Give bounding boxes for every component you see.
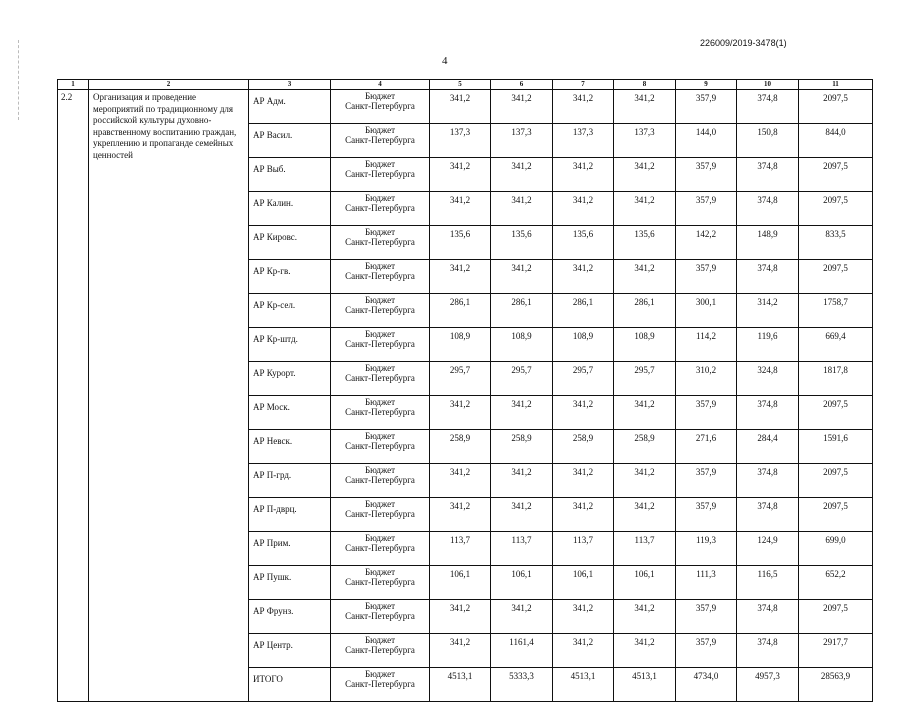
column-number-header: 8 <box>614 80 676 90</box>
value-cell: 310,2 <box>676 362 737 396</box>
value-cell: 111,3 <box>676 566 737 600</box>
funding-source-line2: Санкт-Петербурга <box>345 339 415 349</box>
value-cell: 341,2 <box>614 464 676 498</box>
value-cell: 2097,5 <box>799 158 873 192</box>
value-cell: 2097,5 <box>799 90 873 124</box>
value-cell: 258,9 <box>430 430 491 464</box>
funding-source-line1: Бюджет <box>364 91 396 101</box>
value-cell: 357,9 <box>676 192 737 226</box>
value-cell: 341,2 <box>553 396 614 430</box>
value-cell: 341,2 <box>553 498 614 532</box>
funding-source-line2: Санкт-Петербурга <box>345 509 415 519</box>
column-number-header: 1 <box>58 80 89 90</box>
funding-source-line1: Бюджет <box>364 329 396 339</box>
value-cell: 1161,4 <box>491 634 553 668</box>
funding-source-cell <box>331 498 430 532</box>
column-number-header: 11 <box>799 80 873 90</box>
value-cell: 341,2 <box>614 90 676 124</box>
value-cell: 374,8 <box>737 498 799 532</box>
funding-source-line2: Санкт-Петербурга <box>345 305 415 315</box>
value-cell: 374,8 <box>737 192 799 226</box>
scan-edge-mark <box>18 40 20 120</box>
funding-source-cell <box>331 430 430 464</box>
value-cell: 341,2 <box>430 192 491 226</box>
funding-source-line1: Бюджет <box>364 601 396 611</box>
value-cell: 2917,7 <box>799 634 873 668</box>
value-cell: 357,9 <box>676 90 737 124</box>
value-cell: 108,9 <box>614 328 676 362</box>
funding-source-line2: Санкт-Петербурга <box>345 645 415 655</box>
funding-source-cell <box>331 668 430 702</box>
funding-source-line2: Санкт-Петербурга <box>345 169 415 179</box>
value-cell: 341,2 <box>614 396 676 430</box>
district-cell: АР Кировс. <box>249 226 331 260</box>
value-cell: 357,9 <box>676 634 737 668</box>
district-cell: АР Васил. <box>249 124 331 158</box>
value-cell: 108,9 <box>491 328 553 362</box>
value-cell: 374,8 <box>737 464 799 498</box>
value-cell: 844,0 <box>799 124 873 158</box>
funding-source-line1: Бюджет <box>364 125 396 135</box>
value-cell: 341,2 <box>491 396 553 430</box>
value-cell: 295,7 <box>614 362 676 396</box>
value-cell: 1591,6 <box>799 430 873 464</box>
funding-source-line1: Бюджет <box>364 431 396 441</box>
funding-source-cell <box>331 396 430 430</box>
value-cell: 341,2 <box>430 158 491 192</box>
value-cell: 374,8 <box>737 90 799 124</box>
value-cell: 341,2 <box>614 498 676 532</box>
district-cell: АР Кр-гв. <box>249 260 331 294</box>
value-cell: 341,2 <box>491 158 553 192</box>
value-cell: 341,2 <box>430 464 491 498</box>
funding-source-line1: Бюджет <box>364 295 396 305</box>
item-number-cell: 2.2 <box>58 90 89 702</box>
funding-source-line2: Санкт-Петербурга <box>345 101 415 111</box>
value-cell: 357,9 <box>676 396 737 430</box>
value-cell: 374,8 <box>737 260 799 294</box>
district-cell: ИТОГО <box>249 668 331 702</box>
value-cell: 341,2 <box>553 192 614 226</box>
value-cell: 314,2 <box>737 294 799 328</box>
value-cell: 357,9 <box>676 260 737 294</box>
funding-source-cell <box>331 328 430 362</box>
value-cell: 341,2 <box>614 158 676 192</box>
value-cell: 258,9 <box>553 430 614 464</box>
value-cell: 652,2 <box>799 566 873 600</box>
funding-source-line1: Бюджет <box>364 227 396 237</box>
funding-source-cell <box>331 600 430 634</box>
funding-source-line2: Санкт-Петербурга <box>345 271 415 281</box>
funding-source-cell <box>331 260 430 294</box>
value-cell: 113,7 <box>614 532 676 566</box>
funding-source-line2: Санкт-Петербурга <box>345 237 415 247</box>
value-cell: 113,7 <box>430 532 491 566</box>
column-number-row <box>58 80 873 90</box>
value-cell: 341,2 <box>553 464 614 498</box>
funding-source-line1: Бюджет <box>364 567 396 577</box>
district-cell: АР Кр-сел. <box>249 294 331 328</box>
funding-source-cell <box>331 124 430 158</box>
funding-source-line1: Бюджет <box>364 465 396 475</box>
value-cell: 148,9 <box>737 226 799 260</box>
value-cell: 113,7 <box>491 532 553 566</box>
column-number-header: 5 <box>430 80 491 90</box>
funding-source-cell <box>331 532 430 566</box>
value-cell: 699,0 <box>799 532 873 566</box>
value-cell: 135,6 <box>491 226 553 260</box>
value-cell: 113,7 <box>553 532 614 566</box>
funding-source-line1: Бюджет <box>364 499 396 509</box>
value-cell: 1758,7 <box>799 294 873 328</box>
value-cell: 300,1 <box>676 294 737 328</box>
value-cell: 1817,8 <box>799 362 873 396</box>
value-cell: 4734,0 <box>676 668 737 702</box>
value-cell: 108,9 <box>553 328 614 362</box>
funding-source-line2: Санкт-Петербурга <box>345 475 415 485</box>
value-cell: 833,5 <box>799 226 873 260</box>
value-cell: 119,3 <box>676 532 737 566</box>
value-cell: 374,8 <box>737 600 799 634</box>
value-cell: 341,2 <box>430 498 491 532</box>
funding-source-line2: Санкт-Петербурга <box>345 543 415 553</box>
district-cell: АР Невск. <box>249 430 331 464</box>
value-cell: 357,9 <box>676 600 737 634</box>
value-cell: 286,1 <box>553 294 614 328</box>
item-name-cell: Организация и проведение мероприятий по традиционному для российской культуры духовно-нравственному воспитанию граждан, укреплению и пропаганде семейных ценностей <box>89 90 249 702</box>
funding-source-line2: Санкт-Петербурга <box>345 441 415 451</box>
value-cell: 2097,5 <box>799 192 873 226</box>
value-cell: 2097,5 <box>799 498 873 532</box>
value-cell: 258,9 <box>491 430 553 464</box>
value-cell: 137,3 <box>614 124 676 158</box>
value-cell: 137,3 <box>491 124 553 158</box>
funding-source-line1: Бюджет <box>364 193 396 203</box>
value-cell: 341,2 <box>553 90 614 124</box>
value-cell: 286,1 <box>614 294 676 328</box>
funding-source-line2: Санкт-Петербурга <box>345 679 415 689</box>
district-cell: АР Курорт. <box>249 362 331 396</box>
value-cell: 295,7 <box>491 362 553 396</box>
value-cell: 106,1 <box>491 566 553 600</box>
funding-source-line2: Санкт-Петербурга <box>345 135 415 145</box>
column-number-header: 6 <box>491 80 553 90</box>
value-cell: 135,6 <box>553 226 614 260</box>
funding-source-cell <box>331 566 430 600</box>
funding-source-cell <box>331 90 430 124</box>
value-cell: 341,2 <box>553 600 614 634</box>
value-cell: 341,2 <box>491 600 553 634</box>
funding-source-line2: Санкт-Петербурга <box>345 577 415 587</box>
district-cell: АР П-дврц. <box>249 498 331 532</box>
value-cell: 106,1 <box>430 566 491 600</box>
value-cell: 150,8 <box>737 124 799 158</box>
column-number-header: 7 <box>553 80 614 90</box>
value-cell: 114,2 <box>676 328 737 362</box>
funding-source-line1: Бюджет <box>364 159 396 169</box>
value-cell: 135,6 <box>430 226 491 260</box>
funding-source-line2: Санкт-Петербурга <box>345 203 415 213</box>
value-cell: 4513,1 <box>614 668 676 702</box>
value-cell: 286,1 <box>430 294 491 328</box>
funding-source-line2: Санкт-Петербурга <box>345 373 415 383</box>
value-cell: 2097,5 <box>799 464 873 498</box>
district-cell: АР П-грд. <box>249 464 331 498</box>
value-cell: 142,2 <box>676 226 737 260</box>
value-cell: 135,6 <box>614 226 676 260</box>
value-cell: 341,2 <box>553 260 614 294</box>
value-cell: 341,2 <box>491 90 553 124</box>
funding-source-line1: Бюджет <box>364 669 396 679</box>
district-cell: АР Адм. <box>249 90 331 124</box>
column-number-header: 10 <box>737 80 799 90</box>
funding-source-cell <box>331 158 430 192</box>
funding-source-line2: Санкт-Петербурга <box>345 611 415 621</box>
district-cell: АР Выб. <box>249 158 331 192</box>
value-cell: 2097,5 <box>799 260 873 294</box>
value-cell: 341,2 <box>614 634 676 668</box>
funding-source-line1: Бюджет <box>364 635 396 645</box>
district-cell: АР Фрунз. <box>249 600 331 634</box>
funding-source-line2: Санкт-Петербурга <box>345 407 415 417</box>
value-cell: 341,2 <box>491 192 553 226</box>
value-cell: 341,2 <box>430 90 491 124</box>
value-cell: 341,2 <box>491 464 553 498</box>
value-cell: 324,8 <box>737 362 799 396</box>
district-cell: АР Центр. <box>249 634 331 668</box>
value-cell: 286,1 <box>491 294 553 328</box>
district-cell: АР Моск. <box>249 396 331 430</box>
funding-source-cell <box>331 634 430 668</box>
district-cell: АР Кр-штд. <box>249 328 331 362</box>
funding-source-line1: Бюджет <box>364 397 396 407</box>
funding-source-cell <box>331 294 430 328</box>
value-cell: 2097,5 <box>799 396 873 430</box>
column-number-header: 9 <box>676 80 737 90</box>
value-cell: 341,2 <box>614 600 676 634</box>
value-cell: 374,8 <box>737 158 799 192</box>
value-cell: 106,1 <box>553 566 614 600</box>
column-number-header: 3 <box>249 80 331 90</box>
value-cell: 295,7 <box>430 362 491 396</box>
value-cell: 124,9 <box>737 532 799 566</box>
value-cell: 5333,3 <box>491 668 553 702</box>
document-number: 226009/2019-3478(1) <box>700 38 787 48</box>
funding-source-cell <box>331 464 430 498</box>
value-cell: 116,5 <box>737 566 799 600</box>
value-cell: 137,3 <box>553 124 614 158</box>
table-row <box>58 90 873 124</box>
value-cell: 108,9 <box>430 328 491 362</box>
value-cell: 341,2 <box>614 192 676 226</box>
value-cell: 357,9 <box>676 158 737 192</box>
column-number-header: 2 <box>89 80 249 90</box>
page-number: 4 <box>442 55 448 67</box>
value-cell: 4957,3 <box>737 668 799 702</box>
funding-source-line1: Бюджет <box>364 533 396 543</box>
value-cell: 357,9 <box>676 464 737 498</box>
value-cell: 119,6 <box>737 328 799 362</box>
value-cell: 374,8 <box>737 634 799 668</box>
value-cell: 341,2 <box>430 600 491 634</box>
funding-source-cell <box>331 226 430 260</box>
district-cell: АР Прим. <box>249 532 331 566</box>
value-cell: 106,1 <box>614 566 676 600</box>
value-cell: 341,2 <box>553 158 614 192</box>
budget-table <box>57 79 873 702</box>
value-cell: 4513,1 <box>430 668 491 702</box>
funding-source-line1: Бюджет <box>364 363 396 373</box>
value-cell: 284,4 <box>737 430 799 464</box>
value-cell: 28563,9 <box>799 668 873 702</box>
value-cell: 341,2 <box>614 260 676 294</box>
funding-source-cell <box>331 192 430 226</box>
value-cell: 341,2 <box>553 634 614 668</box>
district-cell: АР Пушк. <box>249 566 331 600</box>
value-cell: 258,9 <box>614 430 676 464</box>
value-cell: 4513,1 <box>553 668 614 702</box>
value-cell: 341,2 <box>430 260 491 294</box>
value-cell: 341,2 <box>430 396 491 430</box>
column-number-header: 4 <box>331 80 430 90</box>
district-cell: АР Калин. <box>249 192 331 226</box>
value-cell: 341,2 <box>491 498 553 532</box>
value-cell: 341,2 <box>491 260 553 294</box>
value-cell: 2097,5 <box>799 600 873 634</box>
funding-source-line1: Бюджет <box>364 261 396 271</box>
value-cell: 144,0 <box>676 124 737 158</box>
funding-source-cell <box>331 362 430 396</box>
value-cell: 295,7 <box>553 362 614 396</box>
value-cell: 357,9 <box>676 498 737 532</box>
value-cell: 271,6 <box>676 430 737 464</box>
value-cell: 137,3 <box>430 124 491 158</box>
value-cell: 669,4 <box>799 328 873 362</box>
value-cell: 374,8 <box>737 396 799 430</box>
value-cell: 341,2 <box>430 634 491 668</box>
